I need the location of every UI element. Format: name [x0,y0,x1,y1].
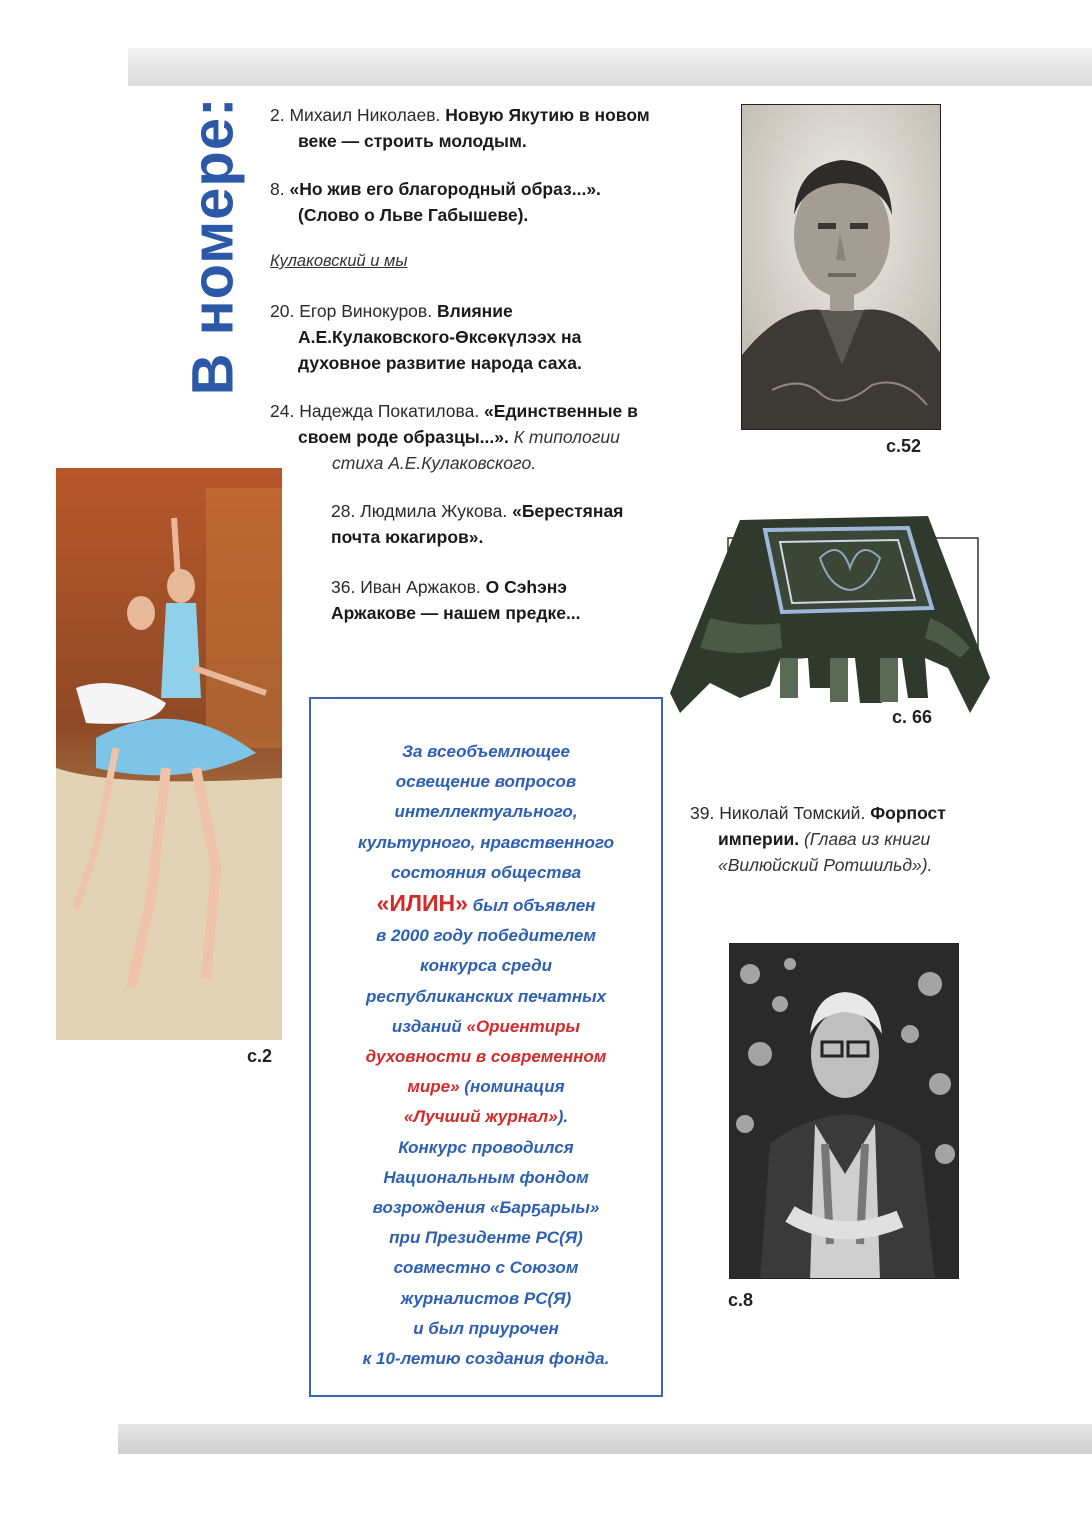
award-line: журналистов РС(Я) [400,1288,572,1308]
toc-note: (Глава из книги [803,829,931,849]
award-line: совместно с Союзом [393,1258,579,1278]
toc-entry-39[interactable] [690,800,1010,878]
portrait-image [742,105,941,430]
award-line [311,1072,661,1102]
toc-entry-2[interactable] [270,102,650,154]
nomination-name: «Лучший журнал» [403,1107,558,1127]
caption-elder: с.8 [728,1290,754,1310]
toc-title: веке — строить молодым. [298,131,527,151]
award-line: республиканских печатных [365,986,607,1006]
award-line [311,1012,661,1042]
caption-portrait: с.52 [886,436,922,456]
award-line: конкурса среди [420,956,552,976]
toc-page-number: 36. [331,577,356,597]
award-line: интеллектуального, [394,802,578,822]
contest-name: духовности в современном [365,1047,607,1067]
toc-title: О Сэһэнэ [485,577,567,597]
toc-page-number: 2. [270,105,285,125]
contest-name: мире» [407,1077,460,1097]
heading-text: В номере: [180,96,246,396]
toc-title: Аржакове — нашем предке... [331,603,581,623]
toc-author: Михаил Николаев. [289,105,441,125]
toc-entry-8[interactable] [270,176,601,228]
elder-image [730,944,959,1279]
award-line: состояния общества [390,862,582,882]
section-label: Кулаковский и мы [270,252,408,270]
toc-note: стиха А.Е.Кулаковского. [332,453,537,473]
page-heading [178,96,248,396]
toc-page-number: 8. [270,179,285,199]
award-line: Конкурс проводился [398,1137,574,1157]
toc-title: духовное развитие народа саха. [298,353,582,373]
award-line: культурного, нравственного [358,832,614,852]
toc-title: «Берестяная [512,501,624,521]
toc-title: Новую Якутию в новом [445,105,650,125]
textile-image [670,508,998,720]
ballet-image [56,468,282,1040]
toc-title: империи. [718,829,800,849]
toc-author: Людмила Жукова. [360,501,508,521]
toc-title: (Слово о Льве Габышеве). [298,205,529,225]
toc-entry-28[interactable] [331,498,623,550]
toc-author: Егор Винокуров. [299,301,433,321]
ballet-photo [56,468,282,1040]
award-line: За всеобъемлющее [402,742,570,761]
award-line: в 2000 году победителем [375,926,597,946]
award-line: и был приурочен [413,1318,559,1338]
toc-entry-24[interactable] [270,398,638,476]
award-line [311,1102,661,1132]
toc-title: своем роде образцы...». [298,427,509,447]
award-line: освещение вопросов [395,772,577,792]
toc-title: «Но жив его благородный образ...». [289,179,601,199]
award-line: к 10-летию создания фонда. [362,1349,610,1369]
award-text: ). [557,1107,569,1127]
toc-entry-36[interactable] [331,574,581,626]
toc-title: почта юкагиров». [331,527,484,547]
award-text: был объявлен [467,896,596,916]
textile-ornament [670,508,998,720]
award-box [309,697,663,1397]
toc-page-number: 39. [690,803,715,823]
toc-title: «Единственные в [484,401,638,421]
magazine-name: «ИЛИН» [376,890,468,917]
award-text: изданий [391,1016,467,1036]
toc-author: Надежда Покатилова. [299,401,480,421]
toc-title: А.Е.Кулаковского-Өксөкүлээх на [298,327,582,347]
award-line: при Президенте РС(Я) [389,1228,583,1248]
caption-ballet: с.2 [247,1046,273,1066]
award-text: (номинация [459,1077,565,1097]
toc-note: «Вилюйский Ротшильд»). [718,855,933,875]
toc-author: Николай Томский. [719,803,866,823]
toc-note: К типологии [513,427,620,447]
top-decor-band [128,48,1092,86]
toc-page-number: 24. [270,401,295,421]
award-line [311,888,661,921]
bottom-decor-band [118,1424,1092,1454]
portrait-photo [741,104,941,430]
toc-page-number: 28. [331,501,356,521]
contest-name: «Ориентиры [466,1016,581,1036]
award-line: возрождения «Барҕарыы» [372,1198,600,1218]
toc-page-number: 20. [270,301,295,321]
toc-title: Влияние [436,301,513,321]
toc-author: Иван Аржаков. [360,577,481,597]
caption-textile: с. 66 [892,707,933,727]
toc-title: Форпост [870,803,946,823]
toc-entry-20[interactable] [270,298,582,376]
elder-photo [729,943,959,1279]
award-line: Национальным фондом [383,1167,589,1187]
